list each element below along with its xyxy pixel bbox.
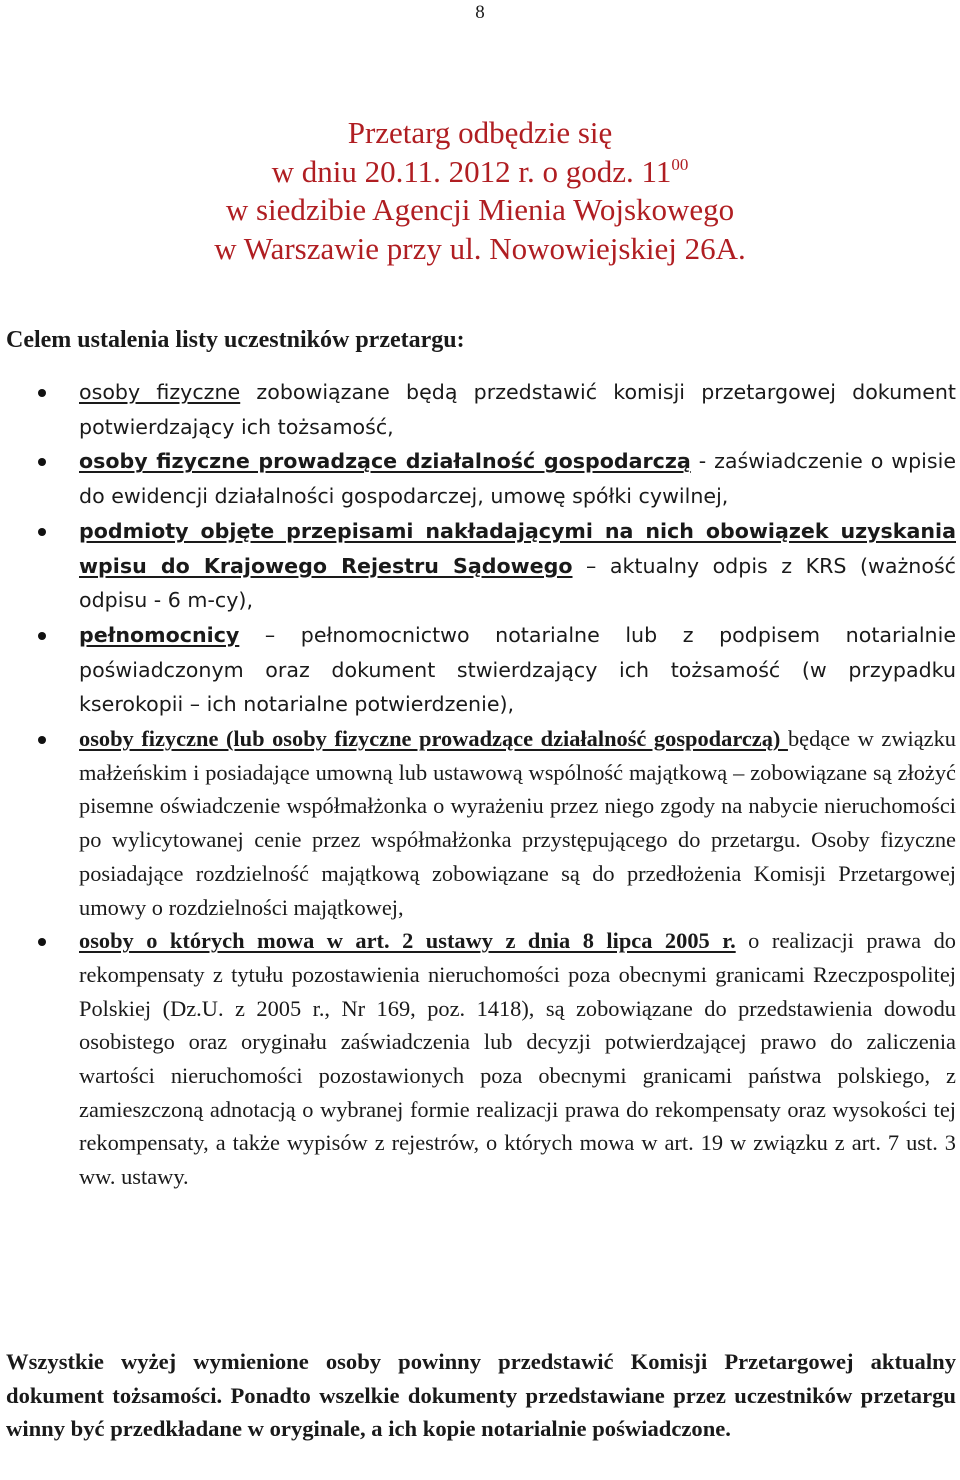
- heading-date-time: w dniu 20.11. 2012 r. o godz. 11: [271, 153, 672, 189]
- requirements-list: [79, 375, 956, 1194]
- item-text: - zaświadczenie o wpisie do ewidencji działalności gospodarczej, umowę spółki cywilnej,: [79, 449, 956, 509]
- list-item: [79, 375, 956, 444]
- bullet-icon: [38, 389, 46, 397]
- list-item: [79, 514, 956, 618]
- item-term: osoby fizyczne (lub osoby fizyczne prowadzące działalność gospodarczą): [79, 726, 788, 752]
- item-term: pełnomocnicy: [79, 622, 240, 647]
- item-text: – aktualny odpis z KRS (ważność odpisu - 6 m-cy),: [79, 553, 956, 613]
- item-text: zobowiązane będą przedstawić komisji przetargowej dokument potwierdzający ich tożsamość,: [79, 380, 957, 439]
- item-term: osoby fizyczne prowadzące działalność gospodarczą: [79, 449, 691, 474]
- participants-intro: Celem ustalenia listy uczestników przetargu:: [6, 327, 465, 353]
- list-item: [79, 444, 956, 513]
- bullet-icon: [38, 736, 46, 744]
- list-item: [79, 618, 956, 722]
- heading-line-1: Przetarg odbędzie się: [347, 115, 613, 150]
- page-number: 8: [475, 2, 485, 23]
- item-text: o realizacji prawa do rekompensaty z tytułu pozostawienia nieruchomości poza obecnymi granicami Rzeczpospolitej Polskiej (Dz.U. z 2005 r., Nr 169, poz. 1418), są zobowiązane do przedstawienia dowodu osobistego oraz oryginału zaświadczenia lub decyzji potwierdzającej prawo do zaliczenia wartości nieruchomości pozostawionych poza obecnymi granicami państwa polskiego, z zamieszczoną adnotacją o wybranej formie realizacji prawa do rekompensaty oraz wysokości tej rekompensaty, a także wypisów z rejestrów, o których mowa w art. 19 w związku z art. 7 ust. 3 ww. ustawy.: [79, 928, 956, 1190]
- item-text: – pełnomocnictwo notarialne lub z podpisem notarialnie poświadczonym oraz dokument stwierdzający ich tożsamość (w przypadku kserokopii – ich notarialne potwierdzenie),: [79, 622, 956, 717]
- bullet-icon: [38, 528, 46, 536]
- item-term: osoby o których mowa w art. 2 ustawy z dnia 8 lipca 2005 r.: [79, 928, 736, 954]
- item-term: podmioty objęte przepisami nakładającymi na nich obowiązek uzyskania wpisu do Krajowego Rejestru Sądowego: [79, 518, 956, 578]
- heading-minutes: 00: [671, 154, 689, 174]
- auction-announcement-heading: [0, 114, 960, 268]
- bullet-icon: [38, 632, 46, 640]
- list-item: [79, 722, 956, 924]
- bullet-icon: [38, 938, 46, 946]
- list-item: [79, 924, 956, 1194]
- heading-line-4: w Warszawie przy ul. Nowowiejskiej 26A.: [214, 230, 746, 266]
- bullet-icon: [38, 458, 46, 466]
- item-term: osoby fizyczne: [79, 380, 241, 404]
- heading-line-2: [0, 153, 960, 192]
- heading-line-3: w siedzibie Agencji Mienia Wojskowego: [225, 192, 735, 227]
- closing-paragraph: Wszystkie wyżej wymienione osoby powinny przedstawić Komisji Przetargowej aktualny dokument tożsamości. Ponadto wszelkie dokumenty przedstawiane przez uczestników przetargu winny być przedkładane w oryginale, a ich kopie notarialnie poświadczone.: [6, 1349, 956, 1442]
- item-text: będące w związku małżeńskim i posiadające umowną lub ustawową wspólność majątkową – zobowiązane są złożyć pisemne oświadczenie współmałżonka o wyrażeniu przez niego zgody na nabycie nieruchomości po wylicytowanej cenie przez współmałżonka przystępującego do przetargu. Osoby fizyczne posiadające rozdzielność majątkową zobowiązane są do przedłożenia Komisji Przetargowej umowy o rozdzielności majątkowej,: [79, 726, 956, 920]
